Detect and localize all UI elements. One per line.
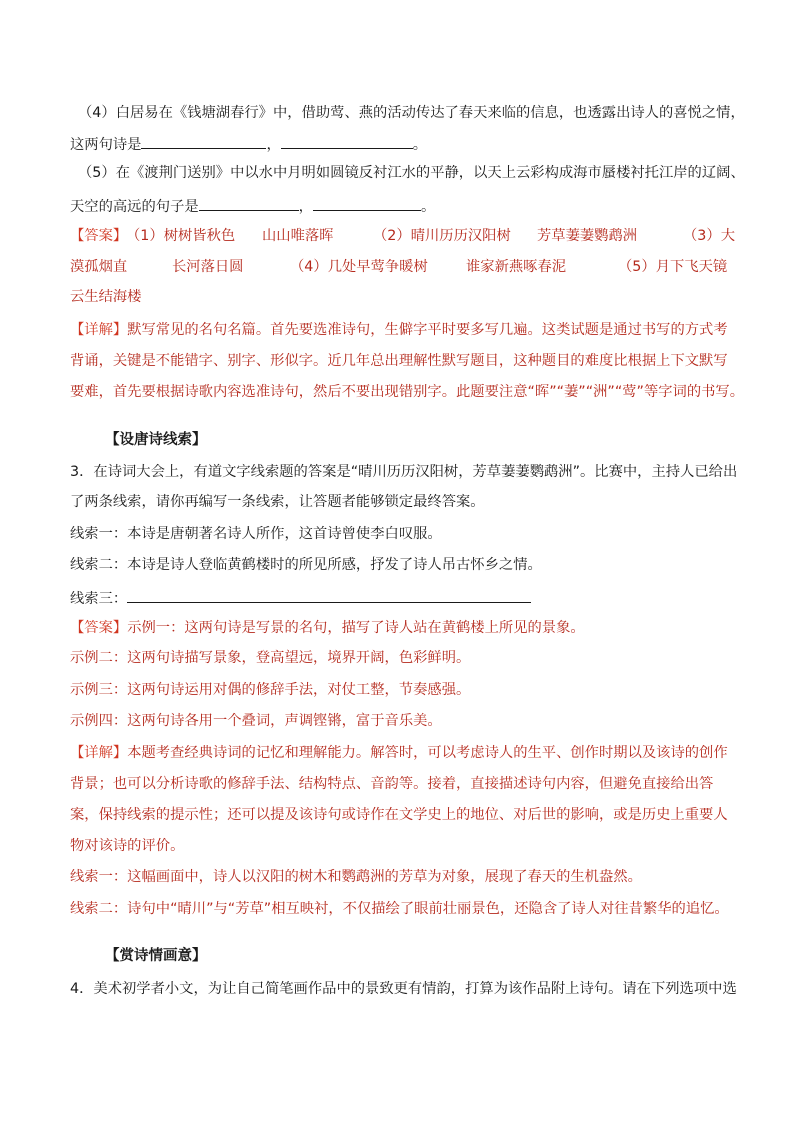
q3-stem-line2: 了两条线索，请你再编写一条线索，让答题者能够锁定最终答案。 xyxy=(70,494,485,510)
punctuation: ， xyxy=(298,199,313,215)
q3-detail-line2: 背景；也可以分析诗歌的修辞手法、结构特点、音韵等。接着，直接描述诗句内容，但避免直接给出答 xyxy=(70,776,714,792)
q2-item5-prefix: 天空的高远的句子是 xyxy=(70,199,199,215)
answer-cell: 谁家新燕啄春泥 xyxy=(466,259,567,275)
q3-answer-line2: 示例二：这两句诗描写景象，登高望远，境界开阔，色彩鲜明。 xyxy=(70,650,471,666)
q3-detail-line3: 案，保持线索的提示性；还可以提及该诗句或诗作在文学史上的地位、对后世的影响，或是历史上重要人 xyxy=(70,807,728,823)
fill-blank[interactable] xyxy=(127,587,531,603)
q2-detail-line3: 要难，首先要根据诗歌内容选准诗句，然后不要出现错别字。此题要注意“晖”“萋”“洲”“莺”等字词的书写。 xyxy=(70,384,745,400)
punctuation: 。 xyxy=(420,199,436,215)
q3-clue1: 线索一：本诗是唐朝著名诗人所作，这首诗曾使李白叹服。 xyxy=(70,526,442,542)
q2-item5-line1: （5）在《渡荆门送别》中以水中月明如圆镜反衬江水的平静，以天上云彩构成海市蜃楼衬托江岸的辽阔、 xyxy=(78,165,745,181)
detail-tag: 【详解】 xyxy=(70,322,128,338)
answer-cell: （1）树树皆秋色 xyxy=(126,228,236,244)
q3-answer-line3: 示例三：这两句诗运用对偶的修辞手法，对仗工整，节奏感强。 xyxy=(70,682,471,698)
q3-stem-line1: 3．在诗词大会上，有道文字线索题的答案是“晴川历历汉阳树，芳草萋萋鹦鹉洲”。比赛中，主持人已给出 xyxy=(70,464,738,480)
q3-clue3: 线索三： xyxy=(70,587,531,609)
fill-blank[interactable] xyxy=(199,195,299,211)
q3-detail-line4: 物对该诗的评价。 xyxy=(70,838,185,854)
answer-cell: 漠孤烟直 xyxy=(70,259,128,275)
q2-item4-line2 xyxy=(70,133,427,155)
q3-detail-line5: 线索一：这幅画面中，诗人以汉阳的树木和鹦鹉洲的芳草为对象，展现了春天的生机盎然。 xyxy=(70,869,642,885)
fill-blank[interactable] xyxy=(281,133,413,149)
section-heading-poem: 【赏诗情画意】 xyxy=(105,948,207,964)
q3-detail-line1: 【详解】本题考查经典诗词的记忆和理解能力。解答时，可以考虑诗人的生平、创作时期以及该诗的创作 xyxy=(70,745,728,761)
fill-blank[interactable] xyxy=(141,133,266,149)
punctuation: 。 xyxy=(412,137,428,153)
answer-cell: （3）大 xyxy=(683,228,735,244)
q3-clue2: 线索二：本诗是诗人登临黄鹤楼时的所见所感，抒发了诗人吊古怀乡之情。 xyxy=(70,557,542,573)
answer-tag: 【答案】 xyxy=(70,620,128,636)
q3-answer-line1: 【答案】示例一：这两句诗是写景的名句，描写了诗人站在黄鹤楼上所见的景象。 xyxy=(70,620,585,636)
q2-answer-tag: 【答案】 xyxy=(70,228,128,244)
q2-item4-prefix: 这两句诗是 xyxy=(70,137,142,153)
answer-cell: （4）几处早莺争暖树 xyxy=(290,259,428,275)
punctuation: ， xyxy=(266,137,281,153)
detail-tag: 【详解】 xyxy=(70,745,128,761)
answer-cell: 芳草萋萋鹦鹉洲 xyxy=(537,228,638,244)
answer-cell: 长河落日圆 xyxy=(172,259,244,275)
answer-cell: （5）月下飞天镜 xyxy=(618,259,728,275)
answer-cell: 山山唯落晖 xyxy=(262,228,334,244)
q2-item4-line1: （4）白居易在《钱塘湖春行》中，借助莺、燕的活动传达了春天来临的信息，也透露出诗人的喜悦之情， xyxy=(78,105,745,121)
q4-stem-line1: 4．美术初学者小文，为让自己简笔画作品中的景致更有情韵，打算为该作品附上诗句。请在下列选项中选 xyxy=(70,981,737,997)
q3-detail-line6: 线索二：诗句中“晴川”与“芳草”相互映衬，不仅描绘了眼前壮丽景色，还隐含了诗人对往昔繁华的追忆。 xyxy=(70,901,729,917)
q3-answer-line4: 示例四：这两句诗各用一个叠词，声调铿锵，富于音乐美。 xyxy=(70,713,442,729)
answer-cell: （2）晴川历历汉阳树 xyxy=(373,228,511,244)
q2-item5-line2 xyxy=(70,195,435,217)
answer-cell: 云生结海楼 xyxy=(70,289,142,305)
q2-detail-line1: 【详解】默写常见的名句名篇。首先要选准诗句，生僻字平时要多写几遍。这类试题是通过书写的方式考 xyxy=(70,322,728,338)
section-heading-tang: 【设唐诗线索】 xyxy=(105,432,207,448)
fill-blank[interactable] xyxy=(313,195,421,211)
q2-detail-line2: 背诵，关键是不能错字、别字、形似字。近几年总出理解性默写题目，这种题目的难度比根据上下文默写 xyxy=(70,353,728,369)
